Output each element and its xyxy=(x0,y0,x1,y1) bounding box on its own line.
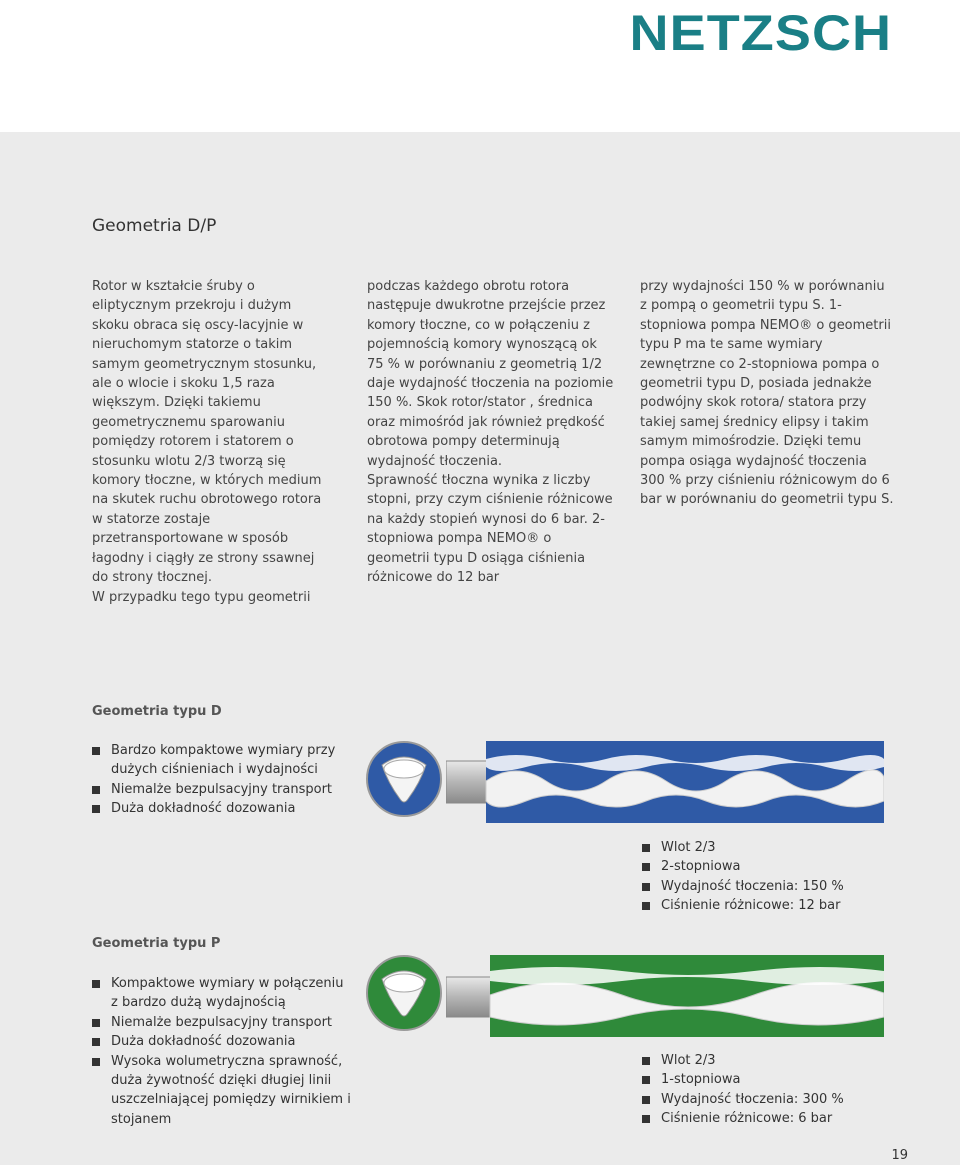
list-item: Wlot 2/3 xyxy=(642,838,902,857)
page-title: Geometria D/P xyxy=(92,216,217,236)
type-d-features xyxy=(92,741,342,819)
body-paragraph: podczas każdego obrotu rotora następuje dwukrotne przejście przez komory tłoczne, co w połączeniu z pojemnością komory wynoszącą ok 75 % w porównaniu z geometrią 1/2 daje wydajność tłoczenia na poziomie 150 %. Skok rotor/stator , średnica oraz mimośród jak również prędkość obrotowa pompy determinują wydajność tłoczenia. xyxy=(367,279,614,469)
body-paragraph: Rotor w kształcie śruby o eliptycznym przekroju i dużym skoku obraca się oscy-lacyjnie w nieruchomym statorze o takim samym geometrycznym stosunku, ale o wlocie i skoku 1,5 raza większym. Dzięki takiemu geometrycznemu sparowaniu pomiędzy rotorem i statorem o stosunku wlotu 2/3 tworzą się komory tłoczne, w których medium na skutek ruchu obrotowego rotora w statorze zostaje przetransportowane w sposób łagodny i ciągły ze strony ssawnej do strony tłocznej. xyxy=(92,279,322,586)
list-item: Ciśnienie różnicowe: 6 bar xyxy=(642,1109,902,1128)
elliptical-rotor-icon xyxy=(368,957,440,1029)
body-paragraph: Sprawność tłoczna wynika z liczby stopni, przy czym ciśnienie różnicowe na każdy stopień wynosi do 6 bar. 2-stopniowa pompa NEMO® o geometrii typu D osiąga ciśnienia różnicowe do 12 bar xyxy=(367,473,613,586)
list-item: Duża dokładność dozowania xyxy=(92,1032,352,1051)
body-column-1 xyxy=(92,277,332,607)
list-item: Niemalże bezpulsacyjny transport xyxy=(92,1013,352,1032)
elliptical-rotor-icon xyxy=(368,743,440,815)
body-column-3 xyxy=(640,277,895,510)
type-p-stator-rotor xyxy=(446,955,884,1037)
type-p-specs xyxy=(642,1051,902,1129)
type-d-cross-section xyxy=(366,741,442,817)
list-item: 1-stopniowa xyxy=(642,1070,902,1089)
type-d-specs xyxy=(642,838,902,916)
rotor-stator-illustration xyxy=(446,741,884,823)
type-p-cross-section xyxy=(366,955,442,1031)
netzsch-logo: NETZSCH xyxy=(629,5,892,61)
list-item: 2-stopniowa xyxy=(642,857,902,876)
list-item: Wydajność tłoczenia: 300 % xyxy=(642,1090,902,1109)
type-p-features xyxy=(92,974,352,1129)
rotor-stator-illustration xyxy=(446,955,884,1037)
list-item: Bardzo kompaktowe wymiary przy dużych ciśnieniach i wydajności xyxy=(92,741,342,780)
body-paragraph: W przypadku tego typu geometrii xyxy=(92,589,311,605)
page-number: 19 xyxy=(891,1148,908,1163)
list-item: Wlot 2/3 xyxy=(642,1051,902,1070)
type-p-title: Geometria typu P xyxy=(92,936,221,951)
list-item: Kompaktowe wymiary w połączeniu z bardzo dużą wydajnością xyxy=(92,974,352,1013)
list-item: Ciśnienie różnicowe: 12 bar xyxy=(642,896,902,915)
body-column-2 xyxy=(367,277,617,588)
header xyxy=(0,0,960,132)
list-item: Wysoka wolumetryczna sprawność, duża żywotność dzięki długiej linii uszczelniającej pomiędzy wirnikiem i stojanem xyxy=(92,1052,352,1130)
list-item: Duża dokładność dozowania xyxy=(92,799,342,818)
type-d-stator-rotor xyxy=(446,741,884,823)
body-paragraph: przy wydajności 150 % w porównaniu z pompą o geometrii typu S. 1-stopniowa pompa NEMO® o geometrii typu P ma te same wymiary zewnętrzne co 2-stopniowa pompa o geometrii typu D, posiada jednakże podwójny skok rotora/ statora przy takiej samej średnicy elipsy i takim samym mimośrodzie. Dzięki temu pompa osiąga wydajność tłoczenia 300 % przy ciśnieniu różnicowym do 6 bar w porównaniu do geometrii typu S. xyxy=(640,279,894,508)
type-d-title: Geometria typu D xyxy=(92,704,222,719)
list-item: Niemalże bezpulsacyjny transport xyxy=(92,780,342,799)
list-item: Wydajność tłoczenia: 150 % xyxy=(642,877,902,896)
